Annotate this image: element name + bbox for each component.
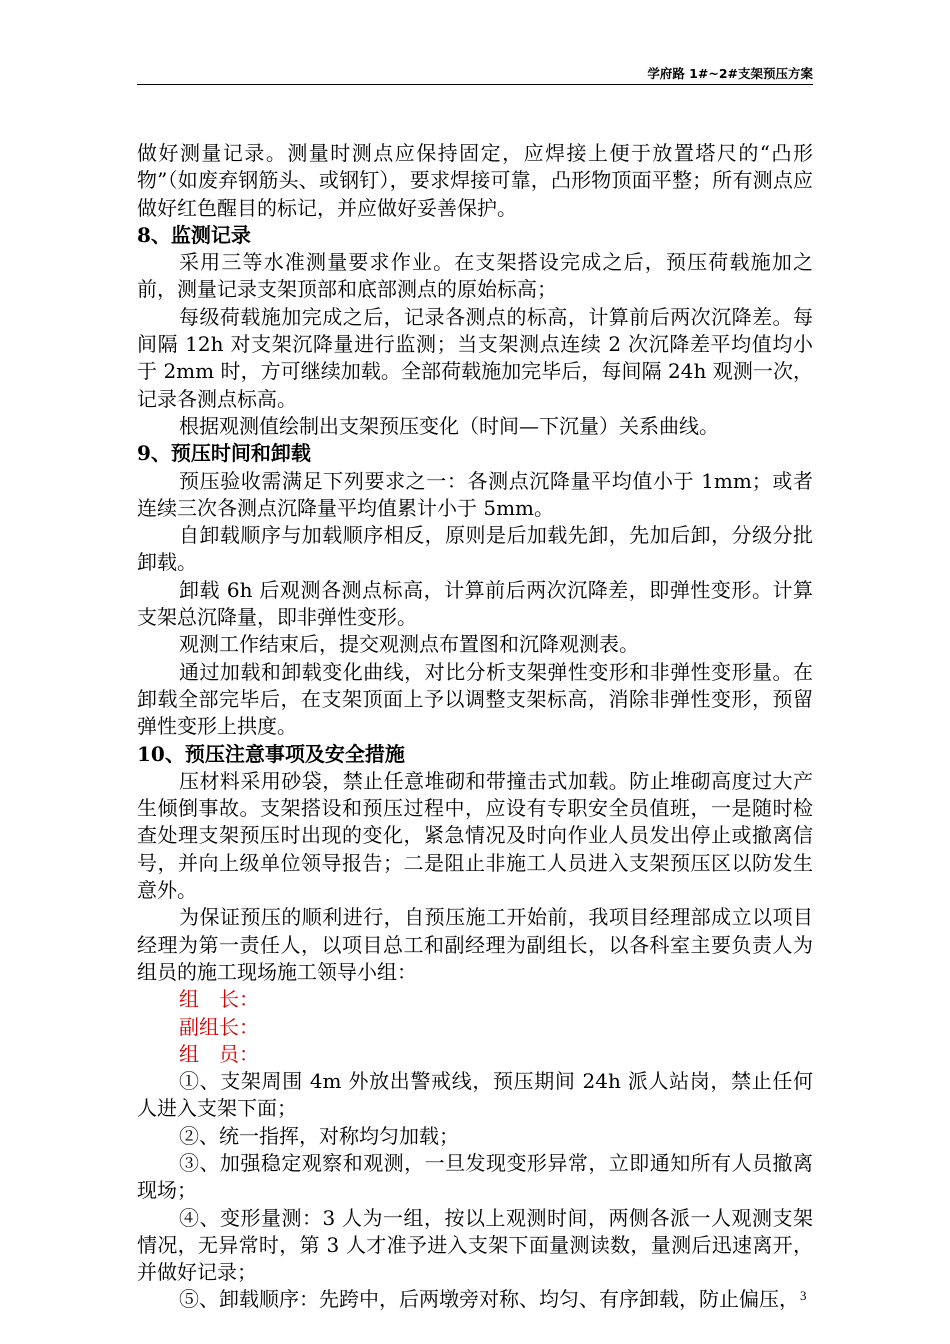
- page-header: [137, 62, 813, 85]
- list-item: ③、加强稳定观察和观测，一旦发现变形异常，立即通知所有人员撤离现场；: [137, 1150, 813, 1203]
- paragraph: 卸载 6h 后观测各测点标高，计算前后两次沉降差，即弹性变形。计算支架总沉降量，即非弹性变形。: [137, 577, 813, 630]
- paragraph: 做好测量记录。测量时测点应保持固定，应焊接上便于放置塔尺的“凸形物”（如废弃钢筋头、或钢钉），要求焊接可靠，凸形物顶面平整；所有测点应做好红色醒目的标记，并应做好妥善保护。: [137, 141, 813, 220]
- section-heading: 8、监测记录: [137, 222, 251, 247]
- role-label-leader: 组 长：: [179, 987, 259, 1012]
- section-heading: 10、预压注意事项及安全措施: [137, 741, 405, 766]
- paragraph: 通过加载和卸载变化曲线，对比分析支架弹性变形和非弹性变形量。在卸载全部完毕后，在支架顶面上予以调整支架标高，消除非弹性变形，预留弹性变形上拱度。: [137, 659, 813, 739]
- list-item: ①、支架周围 4m 外放出警戒线，预压期间 24h 派人站岗，禁止任何人进入支架下面；: [137, 1069, 813, 1121]
- list-item: ⑤、卸载顺序：先跨中，后两墩旁对称、均匀、有序卸载，防止偏压，: [179, 1287, 799, 1312]
- document-body: [137, 140, 813, 1314]
- paragraph: 自卸载顺序与加载顺序相反，原则是后加载先卸，先加后卸，分级分批卸载。: [137, 523, 813, 575]
- list-item: ②、统一指挥，对称均匀加载；: [179, 1123, 459, 1148]
- section-heading: 9、预压时间和卸载: [137, 441, 311, 466]
- list-item: ④、变形量测：3 人为一组，按以上观测时间，两侧各派一人观测支架情况，无异常时，第 3 人才准予进入支架下面量测读数，量测后迅速离开，并做好记录；: [137, 1205, 813, 1285]
- paragraph: 为保证预压的顺利进行，自预压施工开始前，我项目经理部成立以项目经理为第一责任人，以项目总工和副经理为副组长，以各科室主要负责人为组员的施工现场施工领导小组：: [137, 905, 813, 984]
- role-label-member: 组 员：: [179, 1041, 259, 1066]
- page-number: 3: [800, 1288, 807, 1303]
- header-title: 学府路 1#~2#支架预压方案: [647, 66, 813, 81]
- paragraph: 观测工作结束后，提交观测点布置图和沉降观测表。: [179, 632, 639, 657]
- paragraph: 每级荷载施加完成之后，记录各测点的标高，计算前后两次沉降差。每间隔 12h 对支架沉降量进行监测；当支架测点连续 2 次沉降差平均值均小于 2mm 时，方可继续加载。全部荷载施加完毕后，每间隔 24h 观测一次，记录各测点标高。: [137, 304, 813, 411]
- role-label-deputy: 副组长：: [179, 1014, 259, 1039]
- paragraph: 预压验收需满足下列要求之一：各测点沉降量平均值小于 1mm；或者连续三次各测点沉降量平均值累计小于 5mm。: [137, 468, 813, 520]
- paragraph: 压材料采用砂袋，禁止任意堆砌和带撞击式加载。防止堆砌高度过大产生倾倒事故。支架搭设和预压过程中，应设有专职安全员值班，一是随时检查处理支架预压时出现的变化，紧急情况及时向作业人员发出停止或撤离信号，并向上级单位领导报告；二是阻止非施工人员进入支架预压区以防发生意外。: [137, 768, 813, 903]
- paragraph: 根据观测值绘制出支架预压变化（时间—下沉量）关系曲线。: [179, 413, 719, 438]
- paragraph: 采用三等水准测量要求作业。在支架搭设完成之后，预压荷载施加之前，测量记录支架顶部和底部测点的原始标高；: [137, 250, 813, 302]
